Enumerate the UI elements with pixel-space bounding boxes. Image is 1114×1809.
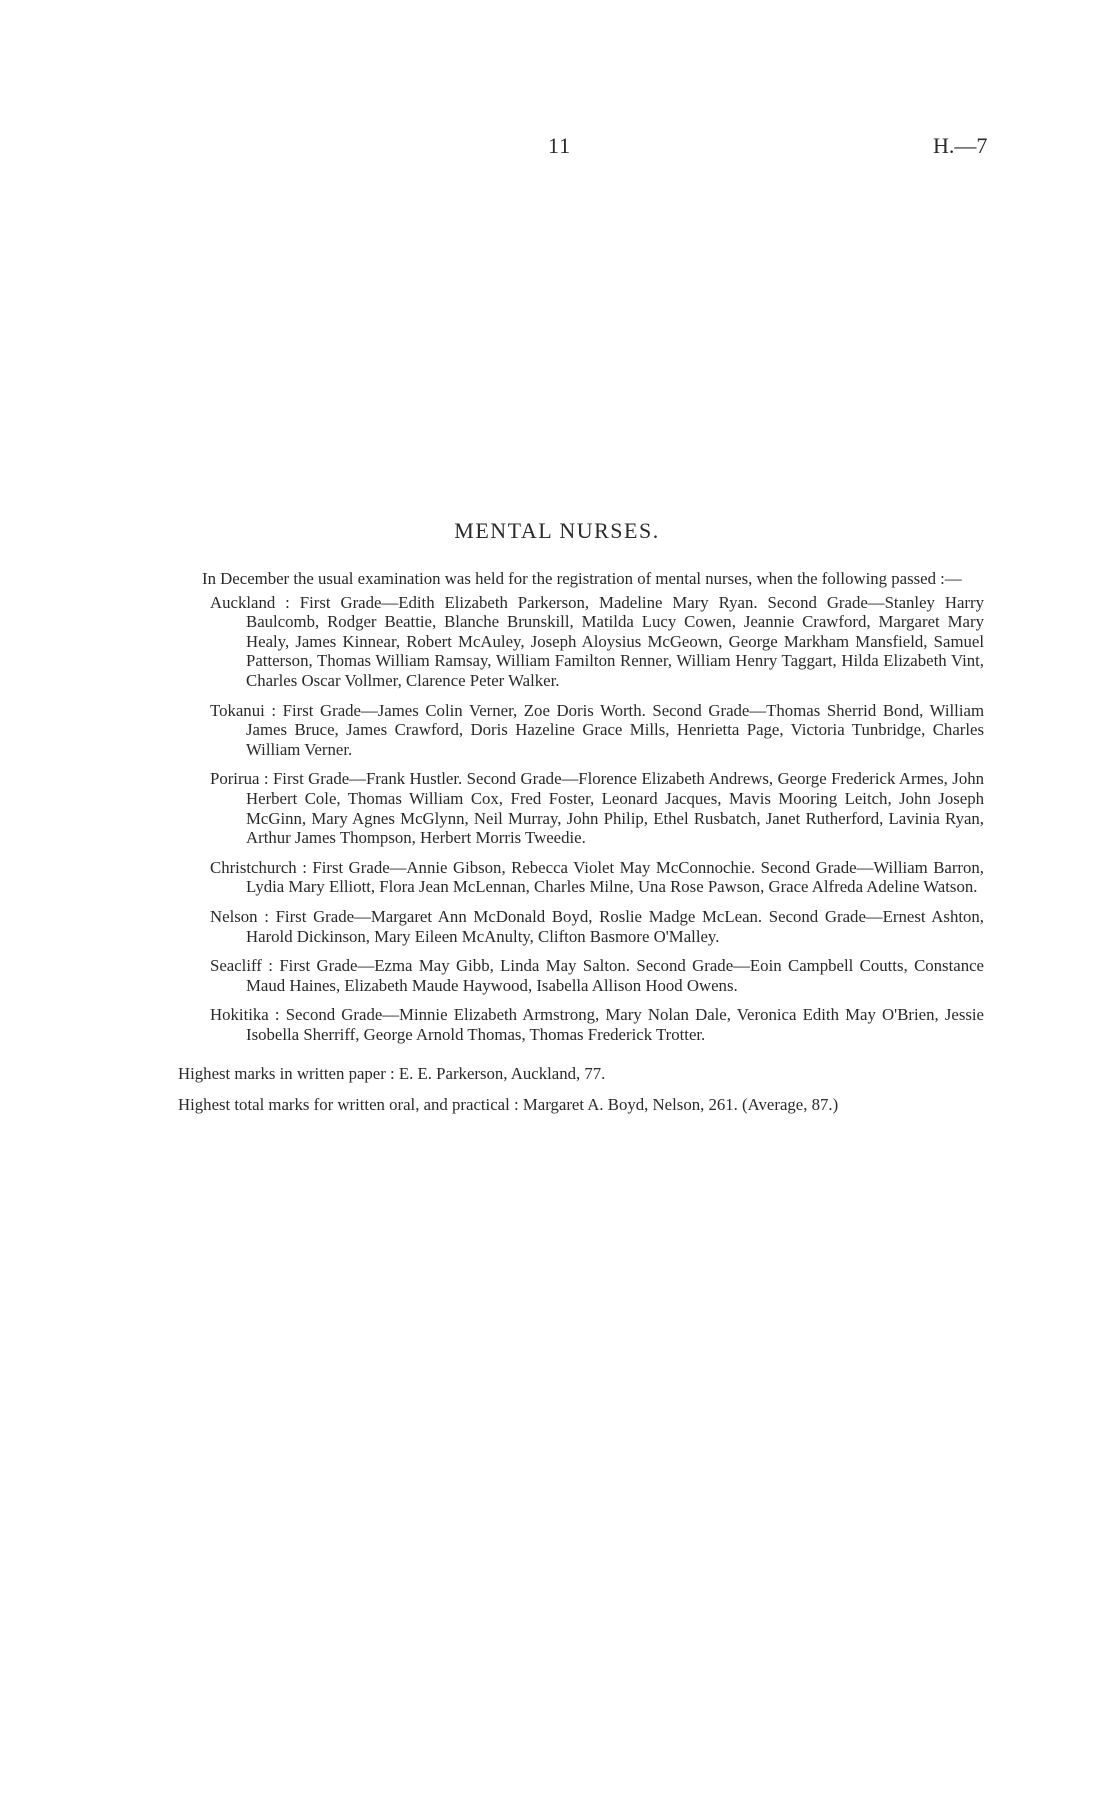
region-auckland: Auckland : First Grade—Edith Elizabeth Parkerson, Madeline Mary Ryan. Second Grade—Stanley Harry Baulcomb, Rodger Beattie, Blanche Brunskill, Matilda Lucy Cowen, Jeannie Crawford, Margaret Mary Healy, James Kinnear, Robert McAuley, Joseph Aloysius McGeown, George Markham Mansfield, Samuel Patterson, Thomas William Ramsay, William Familton Renner, William Henry Taggart, Hilda Elizabeth Vint, Charles Oscar Vollmer, Clarence Peter Walker. bbox=[210, 592, 984, 690]
section-title: MENTAL NURSES. bbox=[454, 518, 660, 543]
highest-total-marks: Highest total marks for written oral, and practical : Margaret A. Boyd, Nelson, 261. (Average, 87.) bbox=[178, 1095, 839, 1115]
region-christchurch: Christchurch : First Grade—Annie Gibson, Rebecca Violet May McConnochie. Second Grade—William Barron, Lydia Mary Elliott, Flora Jean McLennan, Charles Milne, Una Rose Pawson, Grace Alfreda Adeline Watson. bbox=[210, 857, 984, 897]
region-nelson: Nelson : First Grade—Margaret Ann McDonald Boyd, Roslie Madge McLean. Second Grade—Ernest Ashton, Harold Dickinson, Mary Eileen McAnulty, Clifton Basmore O'Malley. bbox=[210, 906, 984, 946]
region-tokanui: Tokanui : First Grade—James Colin Verner, Zoe Doris Worth. Second Grade—Thomas Sherrid Bond, William James Bruce, James Crawford, Doris Hazeline Grace Mills, Henrietta Page, Victoria Tunbridge, Charles William Verner. bbox=[210, 700, 984, 759]
region-hokitika: Hokitika : Second Grade—Minnie Elizabeth Armstrong, Mary Nolan Dale, Veronica Edith May O'Brien, Jessie Isobella Sherriff, George Arnold Thomas, Thomas Frederick Trotter. bbox=[210, 1005, 984, 1044]
intro-paragraph: In December the usual examination was held for the registration of mental nurses, when the following passed :— bbox=[202, 569, 962, 588]
highest-written-marks: Highest marks in written paper : E. E. Parkerson, Auckland, 77. bbox=[178, 1064, 606, 1084]
region-porirua: Porirua : First Grade—Frank Hustler. Second Grade—Florence Elizabeth Andrews, George Frederick Armes, John Herbert Cole, Thomas William Cox, Fred Foster, Leonard Jacques, Mavis Mooring Leitch, John Joseph McGinn, Mary Agnes McGlynn, Neil Murray, John Philip, Ethel Rusbatch, Janet Rutherford, Lavinia Ryan, Arthur James Thompson, Herbert Morris Tweedie. bbox=[210, 769, 984, 848]
page-number: 11 bbox=[548, 133, 572, 158]
region-seacliff: Seacliff : First Grade—Ezma May Gibb, Linda May Salton. Second Grade—Eoin Campbell Coutts, Constance Maud Haines, Elizabeth Maude Haywood, Isabella Allison Hood Owens. bbox=[210, 956, 984, 995]
document-body bbox=[178, 569, 984, 1115]
document-reference: H.—7 bbox=[933, 133, 988, 158]
